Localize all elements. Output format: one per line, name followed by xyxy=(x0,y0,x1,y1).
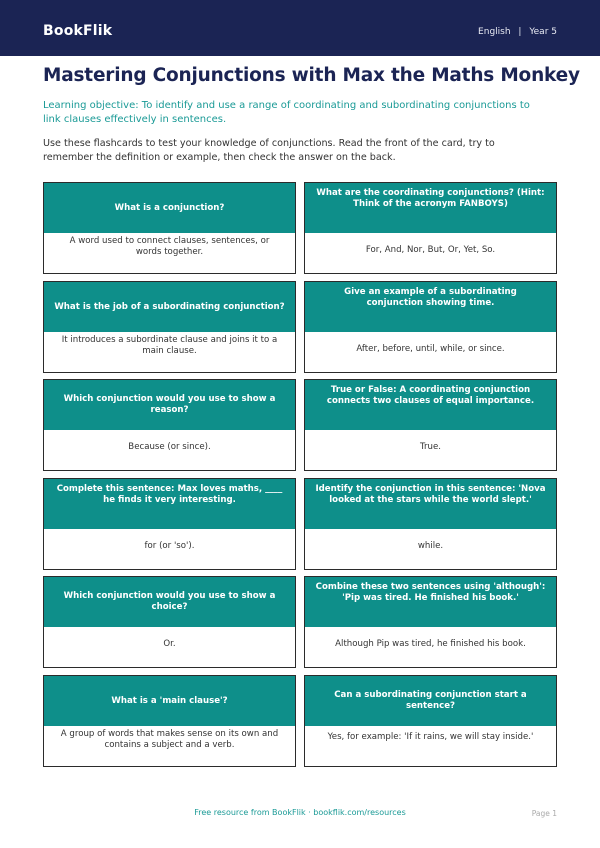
site-header xyxy=(0,0,600,56)
flashcard-front: Which conjunction would you use to show a reason? xyxy=(44,380,295,430)
page-title: Mastering Conjunctions with Max the Maths Monkey xyxy=(43,65,580,86)
brand-logo[interactable]: BookFlik xyxy=(43,23,113,39)
flashcard[interactable] xyxy=(304,379,557,471)
intro-text: Use these flashcards to test your knowledge of conjunctions. Read the front of the card, try to remember the definition or example, then check the answer on the back. xyxy=(43,138,495,163)
flashcard[interactable] xyxy=(43,576,296,668)
flashcard-back: Because (or since). xyxy=(128,442,211,452)
subject-breadcrumb xyxy=(478,27,557,37)
flashcard[interactable] xyxy=(304,478,557,570)
flashcard-back: A word used to connect clauses, sentences, or words together. xyxy=(69,236,270,257)
flashcard-front: What are the coordinating conjunctions? (Hint: Think of the acronym FANBOYS) xyxy=(305,183,556,233)
flashcard[interactable] xyxy=(43,675,296,767)
flashcard[interactable] xyxy=(304,675,557,767)
page-number: Page 1 xyxy=(531,809,557,818)
flashcard-front: What is a 'main clause'? xyxy=(44,676,295,726)
flashcard-back: Although Pip was tired, he finished his book. xyxy=(335,639,526,649)
flashcard-front: True or False: A coordinating conjunction connects two clauses of equal importance. xyxy=(305,380,556,430)
year-label: Year 5 xyxy=(529,27,557,37)
flashcard-front: Combine these two sentences using 'although': 'Pip was tired. He finished his book.' xyxy=(305,577,556,627)
flashcard-back: After, before, until, while, or since. xyxy=(356,344,505,354)
flashcard-back: True. xyxy=(420,442,441,452)
flashcard[interactable] xyxy=(43,478,296,570)
flashcard-back: Yes, for example: 'If it rains, we will stay inside.' xyxy=(327,732,534,742)
flashcard-front: What is the job of a subordinating conjunction? xyxy=(44,282,295,332)
flashcard-front: Identify the conjunction in this sentence: 'Nova looked at the stars while the world slept.' xyxy=(305,479,556,529)
flashcard-back: Or. xyxy=(163,639,176,649)
flashcard[interactable] xyxy=(304,576,557,668)
subject-label: English xyxy=(478,27,511,37)
flashcard-front: Complete this sentence: Max loves maths, ____ he finds it very interesting. xyxy=(44,479,295,529)
flashcard-back: For, And, Nor, But, Or, Yet, So. xyxy=(365,245,496,255)
breadcrumb-separator: | xyxy=(518,27,522,37)
flashcard[interactable] xyxy=(43,281,296,373)
flashcard-back: It introduces a subordinate clause and joins it to a main clause. xyxy=(61,335,278,356)
flashcard-front: Give an example of a subordinating conjunction showing time. xyxy=(305,282,556,332)
flashcard[interactable] xyxy=(43,379,296,471)
learning-objective: Learning objective: To identify and use a range of coordinating and subordinating conjunctions to link clauses effectively in sentences. xyxy=(43,100,530,125)
flashcard-front: What is a conjunction? xyxy=(44,183,295,233)
flashcard[interactable] xyxy=(304,281,557,373)
flashcard-front: Can a subordinating conjunction start a sentence? xyxy=(305,676,556,726)
footer-credit[interactable]: Free resource from BookFlik · bookflik.com/resources xyxy=(194,808,406,817)
flashcard[interactable] xyxy=(304,182,557,274)
flashcard-back: for (or 'so'). xyxy=(144,541,195,551)
flashcard-back: while. xyxy=(417,541,444,551)
flashcard[interactable] xyxy=(43,182,296,274)
flashcard-front: Which conjunction would you use to show a choice? xyxy=(44,577,295,627)
flashcard-back: A group of words that makes sense on its own and contains a subject and a verb. xyxy=(60,729,279,750)
